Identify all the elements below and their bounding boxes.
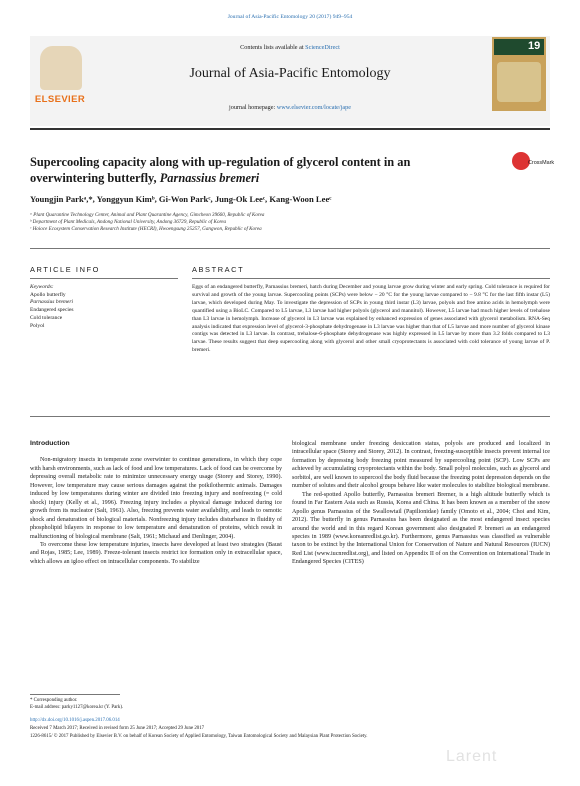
- intro-paragraph: The red-spotted Apollo butterfly, Parnassius bremeri Bremer, is a high altitude butterfly which is found in Far Eastern Asia such as Russia, Korea and China. It has been known as a member of the snow Apollo genus Parnassius of the Swallowtail (Papilionidae) family (Omoto et al., 2004; Choi and Kim, 2012). The butterfly in genus Parnassius has been designated as the most endangered insect species around the world and in this regard Korean government also designated P. bremeri as an endangered species in 1989 (www.koreanredlist.go.kr). Furthermore, genus Parnassius was classified as vulnerable taxon to be extinct by the International Union for Conservation of Nature and Natural Resources (IUCN) Red List (www.iucnredlist.org), and listed on Appendix II of on the Convention on International Trade in Endangered Species (CITES): [292, 491, 550, 566]
- intro-right-column: [292, 440, 550, 567]
- homepage-prefix: journal homepage:: [229, 104, 277, 111]
- homepage-line: [100, 104, 480, 111]
- crossmark-label[interactable]: CrossMark: [528, 160, 555, 166]
- intro-heading: Introduction: [30, 440, 70, 447]
- keyword-item: Polyol: [30, 322, 45, 329]
- keyword-item: Cold tolerance: [30, 314, 63, 321]
- cover-butterfly-image: [497, 62, 541, 102]
- abstract-text: Eggs of an endangered butterfly, Parnassius bremeri, hatch during December and young larvae grow during winter and early spring. Cold tolerance is required for survival and growth of the young larvae. Supercooling points (SCPs) were below − 20 °C for the young larvae compared to − 9.8 °C for the last fifth instar (L5) larvae, which developed during May. To investigate the depression of SCPs in young third instar (L3) larvae, polyols and free amino acids in hemolymph were quantified using a BioLC. Compared to L5 larvae, L3 larvae had higher polyols (glycerol and mannitol). However, L5 larvae had much higher levels of trehalose than L3 larvae in hemolymph. Increase of glycerol in L3 larvae was explained by enhanced expression of genes associated with glycerol metabolism. RNA-Seq analysis indicated that expression level of glycerol-3-phosphate dehydrogenase in L3 larvae was higher than that of L5 larvae and more number of glycerol kinase contigs was detected in L3 larvae. In contrast, trehalose-6-phosphate dehydrogenase was highly expressed in L5 larvae by more than 3.2 folds compared to L3 larvae. These results suggest that deep supercooling along with glycerol and other small cryoprotectants is associated with cold tolerance of young larvae of P. bremeri.: [192, 284, 550, 354]
- article-title: [30, 154, 470, 186]
- intro-paragraph: biological membrane under freezing desiccation status, polyols are produced and localized in intracellular space (Storey and Storey, 2012). In contrast, freezing-susceptible insects prevent internal ice formation by depressing body freezing point measured by supercooling point (SCP). Low SCPs are achieved by accumulating cryoprotectants within the body. Small polyol molecules, such as glycerol and sorbitol, are well known to supercool the body fluid because the freezing point depression depends on the number of solutes and their alcohol groups behave like water molecules to stabilize biological membrane.: [292, 441, 550, 490]
- contents-prefix: Contents lists available at: [240, 44, 306, 51]
- title-species: Parnassius bremeri: [159, 171, 260, 185]
- abstract-rule: [192, 278, 550, 279]
- keywords-label: Keywords:: [30, 284, 54, 290]
- journal-title: Journal of Asia-Pacific Entomology: [189, 66, 391, 81]
- article-info-rule: [30, 278, 178, 279]
- keywords-block: [30, 284, 180, 330]
- author-list: Youngjin Parkᵃ,*, Yonggyun Kimᵇ, Gi-Won Parkᶜ, Jung-Ok Leeᶜ, Kang-Woon Leeᶜ: [30, 194, 332, 204]
- article-info-heading: ARTICLE INFO: [30, 265, 100, 274]
- affiliation-b: ᵇ Department of Plant Medicals, Andong National University, Andong 36729, Republic of Korea: [30, 219, 227, 225]
- doi-link[interactable]: http://dx.doi.org/10.1016/j.aspen.2017.06.014: [30, 718, 120, 723]
- corresponding-note: * Corresponding author.: [30, 698, 78, 703]
- affiliation-a: ᵃ Plant Quarantine Technology Center, Animal and Plant Quarantine Agency, Gimcheon 39660, Republic of Korea: [30, 212, 265, 218]
- received-dates: Received 7 March 2017; Received in revised form 25 June 2017; Accepted 29 June 2017: [30, 726, 205, 731]
- elsevier-tree-icon: [40, 46, 82, 90]
- footnote-rule: [30, 694, 120, 695]
- keyword-item: Parnassius bremeri: [30, 299, 74, 306]
- watermark-text: Larent: [446, 748, 498, 765]
- cover-volume-number: 19: [528, 40, 541, 52]
- keyword-item: Endangered species: [30, 307, 74, 314]
- title-line2-prefix: overwintering butterfly,: [30, 171, 160, 185]
- abstract-rule-bottom: [30, 416, 550, 417]
- email-note: E-mail address: parky1127@korea.kr (Y. Park).: [30, 705, 124, 710]
- publisher-logo-text: ELSEVIER: [34, 94, 86, 105]
- header-rule: [30, 128, 550, 130]
- copyright-line: 1226-8615/ © 2017 Published by Elsevier B.V. on behalf of Korean Society of Applied Entomology, Taiwan Entomological Society and Malaysian Plant Protection Society.: [30, 734, 368, 739]
- homepage-link[interactable]: www.elsevier.com/locate/jape: [276, 104, 351, 111]
- intro-paragraph: To overcome these low temperature injuries, insects have developed at least two strategies (Baust and Rojas, 1985; Lee, 1989). Freeze-tolerant insects restrict ice formation only in extracellular space, which allows an igloo effect on intracellular components. To stabilize: [30, 541, 282, 565]
- sciencedirect-link[interactable]: ScienceDirect: [305, 44, 340, 51]
- keyword-item: Apollo butterfly: [30, 291, 66, 298]
- intro-left-column: [30, 440, 282, 566]
- affiliation-c: ᶜ Hoioce Ecosystem Conservation Research Institute (HECRI), Hwoengsung 25257, Gangwon, Republic of Korea: [30, 226, 262, 232]
- running-head: Journal of Asia-Pacific Entomology 20 (2017) 949–954: [227, 14, 353, 20]
- abstract-heading: ABSTRACT: [192, 265, 245, 274]
- info-rule-top: [30, 248, 550, 249]
- intro-paragraph: Non-migratory insects in temperate zone overwinter to continue generations, in which they cope with harsh environments, such as lack of food and low temperatures. Lack of food can be overcome by depressing overall metabolic rate to minimize unnecessary energy usage (Storey and Storey, 1990). However, low temperature may cause serious damages against the poikilothermic animals. Damages induced by low temperatures during winter are divided into freezing injury and nonfreezing (= cold shock) injury (Kelly et al., 1996). Freezing injury includes a physical damage induced during ice growth from its nucleator (Salt, 1961). Also, freezing prevents water availability, and leads to osmotic shock and denaturation of biological materials. Nonfreezing injury includes disturbance in fluidity of phospholipid bilayers in response to low temperature and denaturation of proteins, which result in malfunctioning of biological membrane (Salt, 1961; Michaud and Denlinger, 2004).: [30, 457, 282, 540]
- title-line1: Supercooling capacity along with up-regulation of glycerol content in an: [30, 155, 411, 169]
- contents-line: [100, 44, 480, 51]
